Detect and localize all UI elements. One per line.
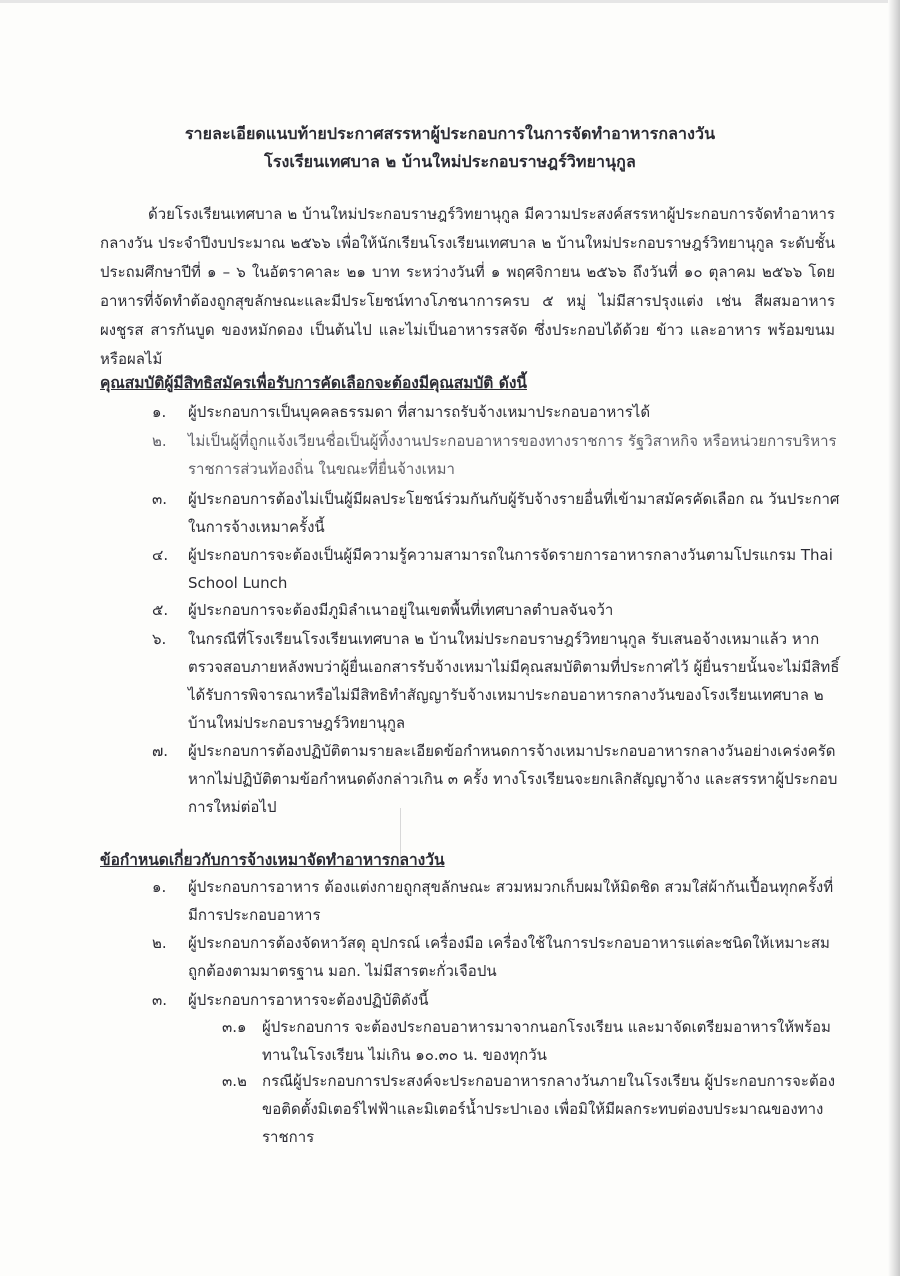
- item-number: ๓.๒: [222, 1072, 247, 1090]
- item-number: ๗.: [152, 742, 169, 760]
- item-text: ในกรณีที่โรงเรียนโรงเรียนเทศบาล ๒ บ้านใหม่ประกอบราษฎร์วิทยานุกูล รับเสนอจ้างเหมาแล้ว หากตรวจสอบภายหลังพบว่าผู้ยื่นเอกสารรับจ้างเหมาไม่มีคุณสมบัติตามที่ประกาศไว้ ผู้ยื่นรายนั้นจะไม่มีสิทธิ์ได้รับการพิจารณาหรือไม่มีสิทธิทำสัญญารับจ้างเหมาประกอบอาหารกลางวันของโรงเรียนเทศบาล ๒ บ้านใหม่ประกอบราษฎร์วิทยานุกูล: [188, 630, 840, 732]
- item-text: ผู้ประกอบการ จะต้องประกอบอาหารมาจากนอกโรงเรียน และมาจัดเตรียมอาหารให้พร้อมทานในโรงเรียน ไม่เกิน ๑๐.๓๐ น. ของทุกวัน: [262, 1018, 831, 1064]
- item-number: ๓.: [152, 490, 168, 508]
- item-number: ๔.: [152, 546, 169, 564]
- intro-paragraph: ด้วยโรงเรียนเทศบาล ๒ บ้านใหม่ประกอบราษฎร์วิทยานุกูล มีความประสงค์สรรหาผู้ประกอบการจัดทำอาหารกลางวัน ประจำปีงบประมาณ ๒๕๖๖ เพื่อให้นักเรียนโรงเรียนเทศบาล ๒ บ้านใหม่ประกอบราษฎร์วิทยานุกูล ระดับชั้นประถมศึกษาปีที่ ๑ – ๖ ในอัตราคาละ ๒๑ บาท ระหว่างวันที่ ๑ พฤศจิกายน ๒๕๖๖ ถึงวันที่ ๑๐ ตุลาคม ๒๕๖๖ โดยอาหารที่จัดทำต้องถูกสุขลักษณะและมีประโยชน์ทางโภชนาการครบ ๕ หมู่ ไม่มีสารปรุงแต่ง เช่น สีผสมอาหาร ผงชูรส สารกันบูด ของหมักดอง เป็นต้นไป และไม่เป็นอาหารรสจัด ซึ่งประกอบได้ด้วย ข้าว และอาหาร พร้อมขนมหรือผลไม้: [100, 205, 835, 368]
- item-text: ผู้ประกอบการต้องจัดหาวัสดุ อุปกรณ์ เครื่องมือ เครื่องใช้ในการประกอบอาหารแต่ละชนิดให้เหมาะสม ถูกต้องตามมาตรฐาน มอก. ไม่มีสารตะกั่วเจือปน: [188, 934, 830, 980]
- item-number: ๑.: [152, 878, 167, 896]
- item-number: ๑.: [152, 403, 167, 421]
- item-number: ๒.: [152, 432, 167, 450]
- item-text: ผู้ประกอบการจะต้องมีภูมิลำเนาอยู่ในเขตพื้นที่เทศบาลตำบลจันจว้า: [188, 601, 614, 619]
- requirements-heading: ข้อกำหนดเกี่ยวกับการจ้างเหมาจัดทำอาหารกลางวัน: [100, 851, 445, 869]
- document-title: รายละเอียดแนบท้ายประกาศสรรหาผู้ประกอบการในการจัดทำอาหารกลางวัน: [184, 124, 716, 143]
- item-number: ๒.: [152, 934, 167, 952]
- item-text: ไม่เป็นผู้ที่ถูกแจ้งเวียนชื่อเป็นผู้ทิ้งงานประกอบอาหารของทางราชการ รัฐวิสาหกิจ หรือหน่วยการบริหารราชการส่วนท้องถิ่น ในขณะที่ยื่นจ้างเหมา: [188, 432, 837, 478]
- item-text: ผู้ประกอบการเป็นบุคคลธรรมดา ที่สามารถรับจ้างเหมาประกอบอาหารได้: [188, 403, 651, 421]
- scan-edge-right: [888, 0, 900, 1276]
- document-subtitle: โรงเรียนเทศบาล ๒ บ้านใหม่ประกอบราษฎร์วิทยานุกูล: [264, 152, 636, 171]
- scan-edge-top: [0, 0, 900, 3]
- item-number: ๕.: [152, 601, 169, 619]
- item-number: ๓.๑: [222, 1018, 247, 1036]
- item-number: ๓.: [152, 991, 168, 1009]
- qualifications-heading: คุณสมบัติผู้มีสิทธิสมัครเพื่อรับการคัดเลือกจะต้องมีคุณสมบัติ ดังนี้: [100, 374, 527, 392]
- item-text: ผู้ประกอบการต้องไม่เป็นผู้มีผลประโยชน์ร่วมกันกับผู้รับจ้างรายอื่นที่เข้ามาสมัครคัดเลือก ณ วันประกาศในการจ้างเหมาครั้งนี้: [188, 490, 840, 536]
- item-text: กรณีผู้ประกอบการประสงค์จะประกอบอาหารกลางวันภายในโรงเรียน ผู้ประกอบการจะต้องขอติดตั้งมิเตอร์ไฟฟ้าและมิเตอร์น้ำประปาเอง เพื่อมิให้มีผลกระทบต่องบประมาณของทางราชการ: [262, 1072, 836, 1146]
- item-text: ผู้ประกอบการต้องปฏิบัติตามรายละเอียดข้อกำหนดการจ้างเหมาประกอบอาหารกลางวันอย่างเคร่งครัด หากไม่ปฏิบัติตามข้อกำหนดดังกล่าวเกิน ๓ ครั้ง ทางโรงเรียนจะยกเลิกสัญญาจ้าง และสรรหาผู้ประกอบการใหม่ต่อไป: [188, 742, 838, 816]
- item-number: ๖.: [152, 630, 167, 648]
- item-text: ผู้ประกอบการจะต้องเป็นผู้มีความรู้ความสามารถในการจัดรายการอาหารกลางวันตามโปรแกรม Thai School Lunch: [188, 546, 833, 592]
- item-text: ผู้ประกอบการอาหาร ต้องแต่งกายถูกสุขลักษณะ สวมหมวกเก็บผมให้มิดชิด สวมใส่ผ้ากันเปื้อนทุกครั้งที่มีการประกอบอาหาร: [188, 878, 834, 924]
- item-text: ผู้ประกอบการอาหารจะต้องปฏิบัติดังนี้: [188, 991, 429, 1009]
